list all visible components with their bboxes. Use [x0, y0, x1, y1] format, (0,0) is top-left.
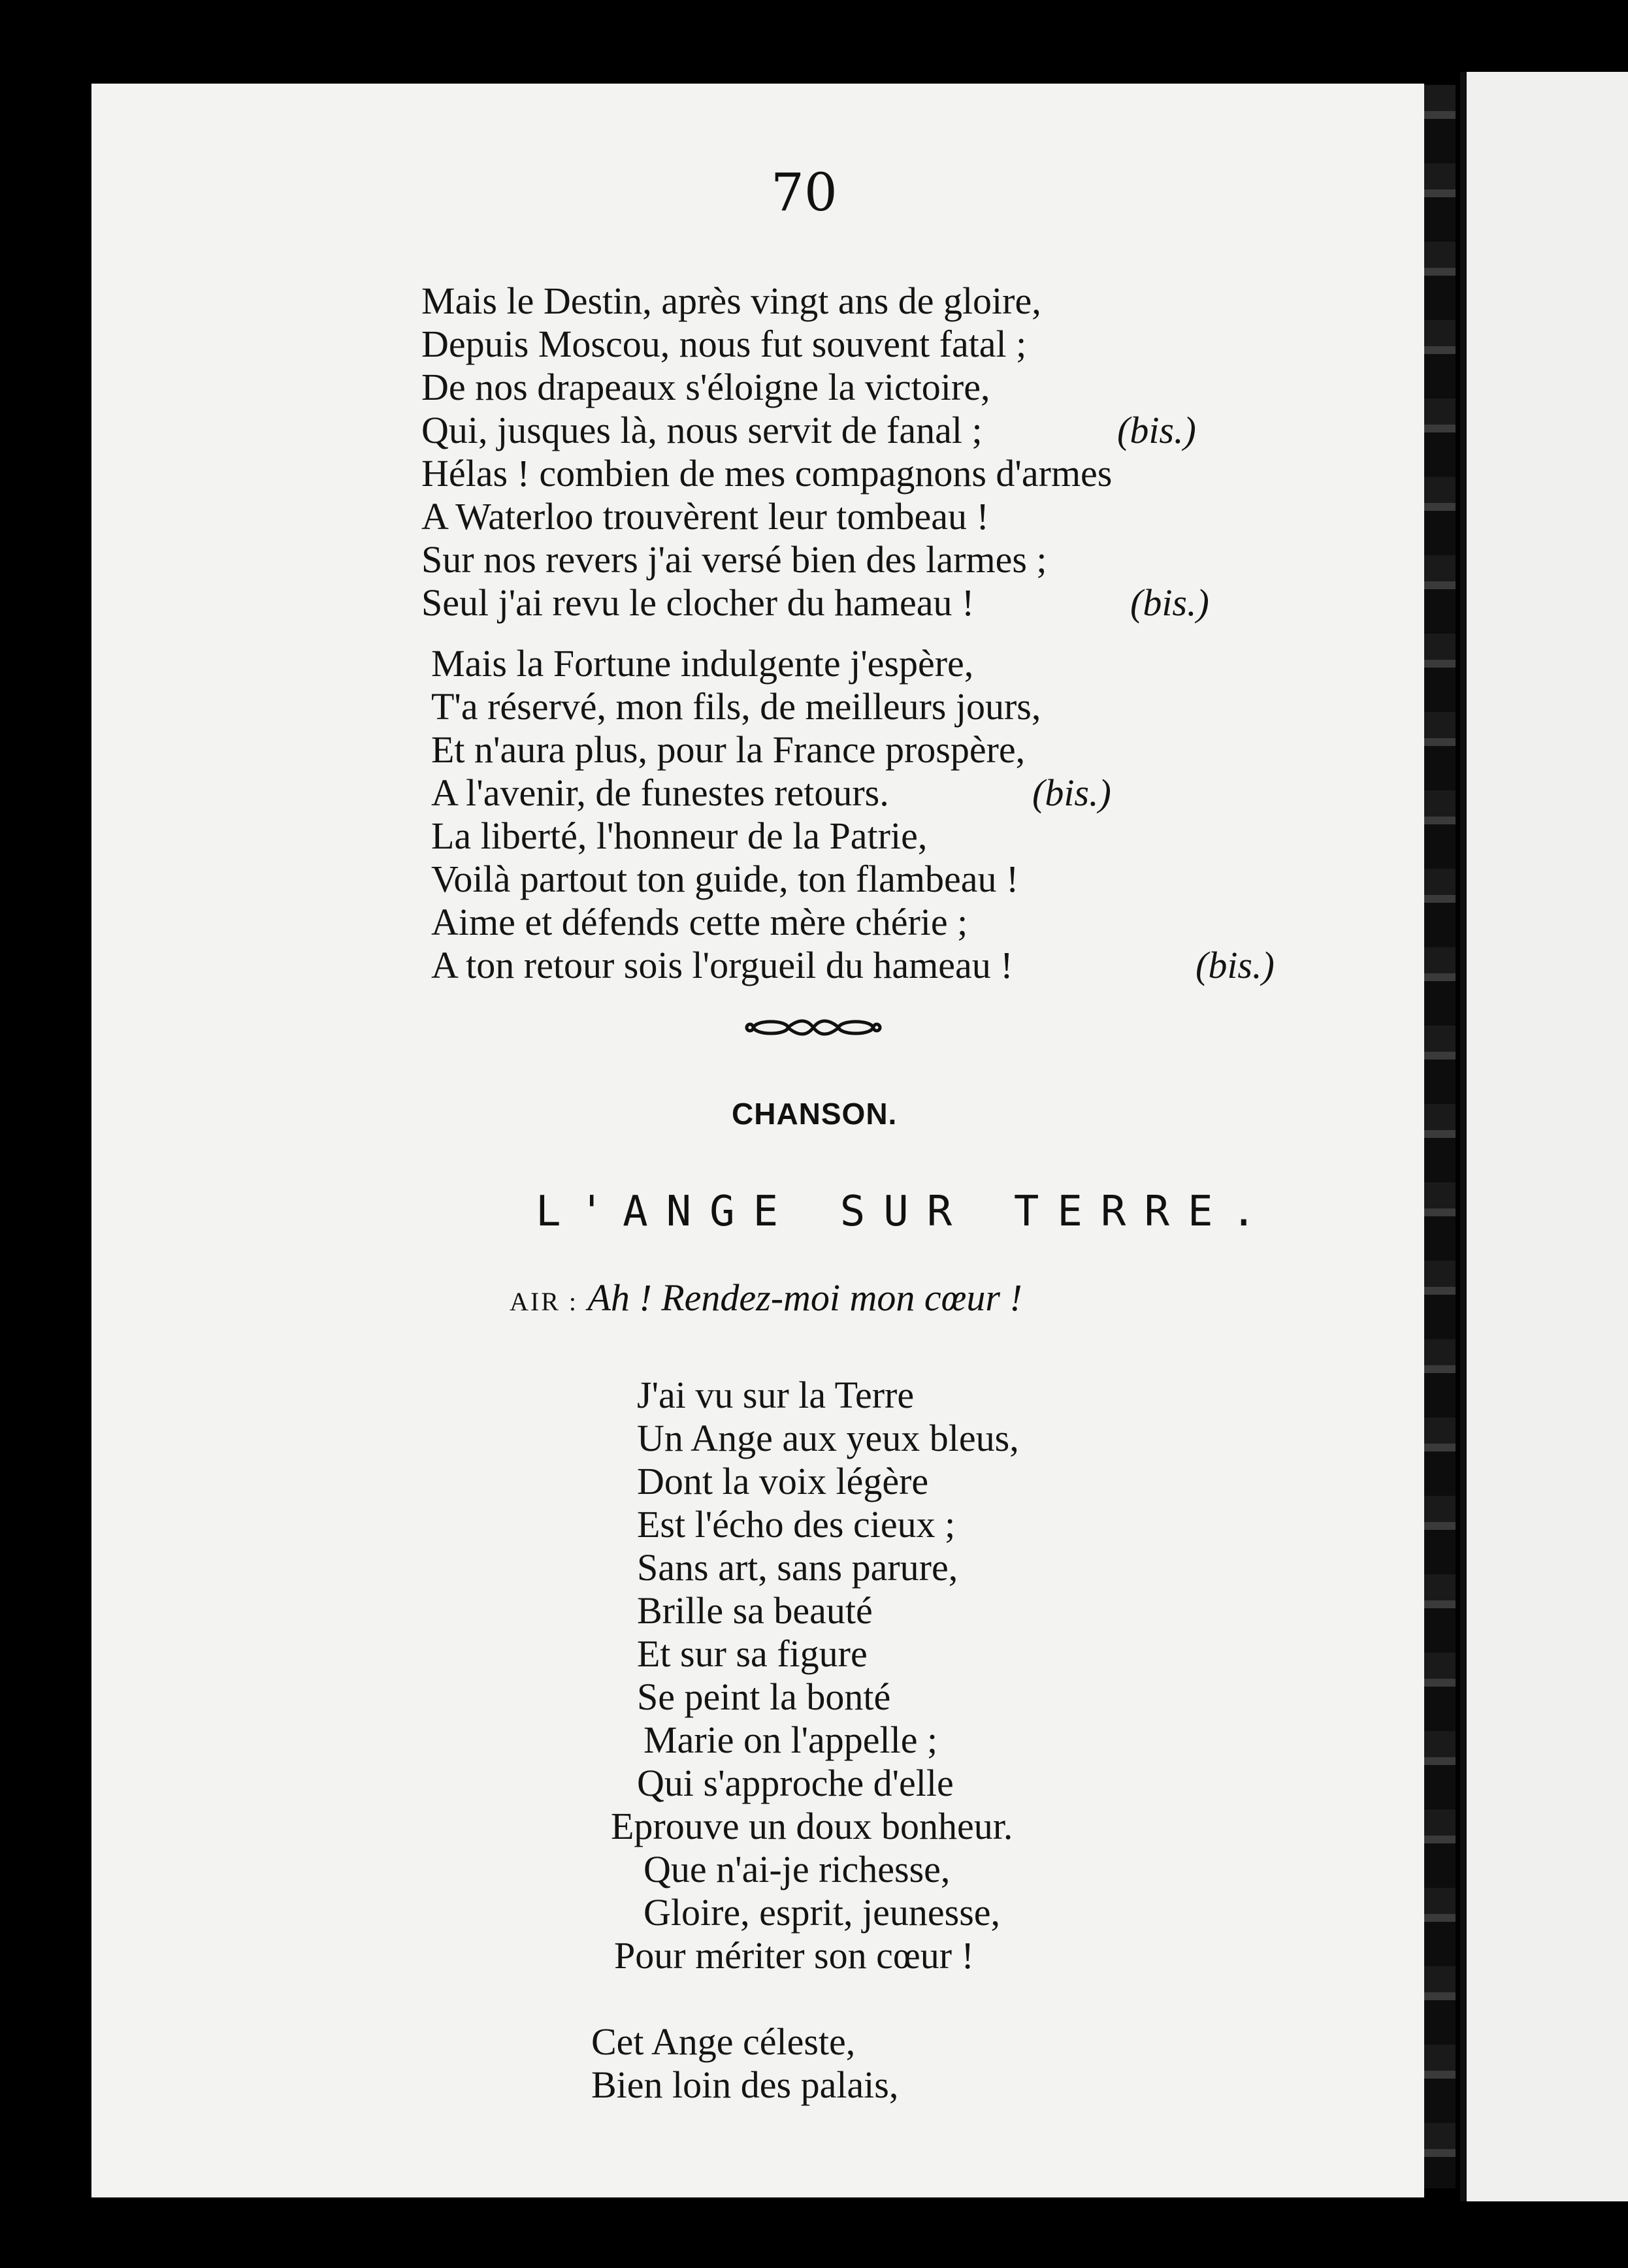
bis-marker: (bis.) [1032, 771, 1111, 814]
adjacent-page-edge [1460, 72, 1628, 2201]
verse-line: Mais la Fortune indulgente j'espère, [431, 642, 974, 685]
verse-line: Se peint la bonté [637, 1676, 891, 1718]
verse-line: Eprouve un doux bonheur. [611, 1805, 1013, 1847]
stanza-3 [611, 1374, 1019, 1977]
verse-line: Cet Ange céleste, [591, 2020, 856, 2063]
verse-line: Sans art, sans parure, [637, 1546, 958, 1589]
page-binding-edge [1424, 85, 1456, 2188]
verse-line: Que n'ai-je richesse, [643, 1848, 951, 1890]
verse-line: Et sur sa figure [637, 1632, 868, 1675]
verse-line: La liberté, l'honneur de la Patrie, [431, 815, 928, 857]
verse-line: Mais le Destin, après vingt ans de gloire, [421, 280, 1041, 322]
verse-line: Qui, jusques là, nous servit de fanal ; (bis.) [421, 409, 1196, 451]
verse-line: Depuis Moscou, nous fut souvent fatal ; [421, 323, 1027, 365]
verse-line: Hélas ! combien de mes compagnons d'armes [421, 452, 1113, 494]
verse-line: Et n'aura plus, pour la France prospère, [431, 728, 1026, 771]
verse-line: Gloire, esprit, jeunesse, [643, 1891, 1001, 1934]
song-air [510, 1276, 1022, 1320]
verse-line: De nos drapeaux s'éloigne la victoire, [421, 366, 990, 408]
verse-line: Brille sa beauté [637, 1589, 873, 1632]
stanza-4 [591, 2020, 898, 2107]
bis-marker: (bis.) [1130, 581, 1209, 624]
stanza-1 [421, 280, 1209, 624]
verse-line: A Waterloo trouvèrent leur tombeau ! [421, 495, 989, 538]
verse-line: Seul j'ai revu le clocher du hameau ! (bis.) [421, 581, 1209, 624]
verse-line: A ton retour sois l'orgueil du hameau ! (bis.) [431, 944, 1275, 986]
bis-marker: (bis.) [1196, 944, 1275, 986]
verse-line: Un Ange aux yeux bleus, [637, 1417, 1019, 1459]
verse-line: Sur nos revers j'ai versé bien des larmes ; [421, 538, 1047, 581]
song-heading: CHANSON. [732, 1097, 898, 1131]
verse-line: Pour mériter son cœur ! [614, 1934, 974, 1977]
page-number: 70 [771, 162, 838, 223]
verse-line: Dont la voix légère [637, 1460, 929, 1502]
stanza-2 [431, 642, 1275, 987]
verse-line: Voilà partout ton guide, ton flambeau ! [431, 858, 1019, 900]
verse-line: Marie on l'appelle ; [643, 1719, 938, 1761]
air-label: AIR : [510, 1287, 578, 1316]
verse-line: J'ai vu sur la Terre [637, 1374, 915, 1416]
verse-line: T'a réservé, mon fils, de meilleurs jours, [431, 685, 1041, 728]
verse-line: Qui s'approche d'elle [637, 1762, 954, 1804]
song-title: L'ANGE SUR TERRE. [536, 1188, 1275, 1236]
verse-line: A l'avenir, de funestes retours. (bis.) [431, 771, 1111, 814]
verse-line: Aime et défends cette mère chérie ; [431, 901, 968, 943]
ornament-divider-icon [745, 1011, 882, 1044]
verse-line: Bien loin des palais, [591, 2064, 899, 2106]
book-page [91, 84, 1424, 2197]
verse-line: Est l'écho des cieux ; [637, 1503, 956, 1546]
air-tune: Ah ! Rendez-moi mon cœur ! [587, 1276, 1022, 1319]
bis-marker: (bis.) [1117, 409, 1196, 451]
